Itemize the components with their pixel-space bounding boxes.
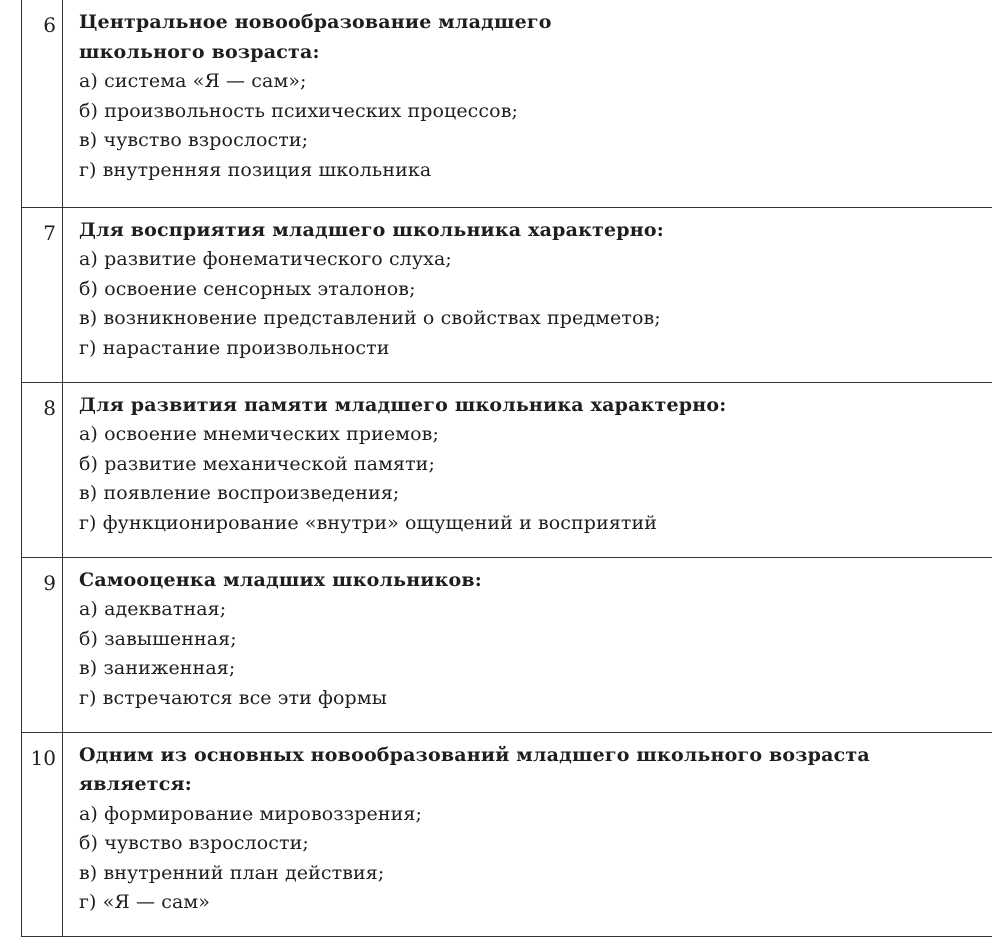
- answer-option: в) появление воспроизведения;: [79, 479, 982, 509]
- answer-options: [79, 420, 982, 538]
- answer-option: в) чувство взрослости;: [79, 126, 982, 156]
- question-row: [22, 207, 992, 382]
- question-content: [63, 382, 992, 557]
- answer-option: г) встречаются все эти формы: [79, 684, 982, 714]
- question-content: [63, 557, 992, 732]
- question-number: 8: [22, 382, 63, 557]
- question-text: Самооценка младших школьников:: [79, 566, 982, 596]
- answer-option: г) нарастание произвольности: [79, 334, 982, 364]
- answer-options: [79, 245, 982, 363]
- question-row: [22, 732, 992, 936]
- question-text: Одним из основных новообразований младшего школьного возраста является:: [79, 741, 982, 800]
- question-text: Центральное новообразование младшего школьного возраста:: [79, 8, 579, 67]
- answer-option: а) развитие фонематического слуха;: [79, 245, 982, 275]
- answer-option: в) внутренний план действия;: [79, 859, 982, 889]
- answer-option: г) «Я — сам»: [79, 888, 982, 918]
- question-row: [22, 382, 992, 557]
- answer-option: в) возникновение представлений о свойствах предметов;: [79, 304, 982, 334]
- question-row: [22, 0, 992, 207]
- question-content: [63, 0, 992, 207]
- answer-option: а) адекватная;: [79, 595, 982, 625]
- answer-option: б) чувство взрослости;: [79, 829, 982, 859]
- answer-option: б) развитие механической памяти;: [79, 450, 982, 480]
- answer-option: а) освоение мнемических приемов;: [79, 420, 982, 450]
- question-text: Для восприятия младшего школьника характерно:: [79, 216, 982, 246]
- answer-option: г) внутренняя позиция школьника: [79, 156, 982, 186]
- question-number: 9: [22, 557, 63, 732]
- question-number: 6: [22, 0, 63, 207]
- answer-options: [79, 800, 982, 918]
- question-content: [63, 207, 992, 382]
- answer-option: а) формирование мировоззрения;: [79, 800, 982, 830]
- answer-option: б) завышенная;: [79, 625, 982, 655]
- quiz-table: [21, 0, 992, 937]
- answer-option: б) произвольность психических процессов;: [79, 97, 982, 127]
- answer-options: [79, 595, 982, 713]
- answer-option: г) функционирование «внутри» ощущений и восприятий: [79, 509, 982, 539]
- answer-options: [79, 67, 982, 185]
- answer-option: б) освоение сенсорных эталонов;: [79, 275, 982, 305]
- answer-option: а) система «Я — сам»;: [79, 67, 982, 97]
- question-row: [22, 557, 992, 732]
- question-number: 7: [22, 207, 63, 382]
- answer-option: в) заниженная;: [79, 654, 982, 684]
- question-content: [63, 732, 992, 936]
- question-number: 10: [22, 732, 63, 936]
- question-text: Для развития памяти младшего школьника характерно:: [79, 391, 982, 421]
